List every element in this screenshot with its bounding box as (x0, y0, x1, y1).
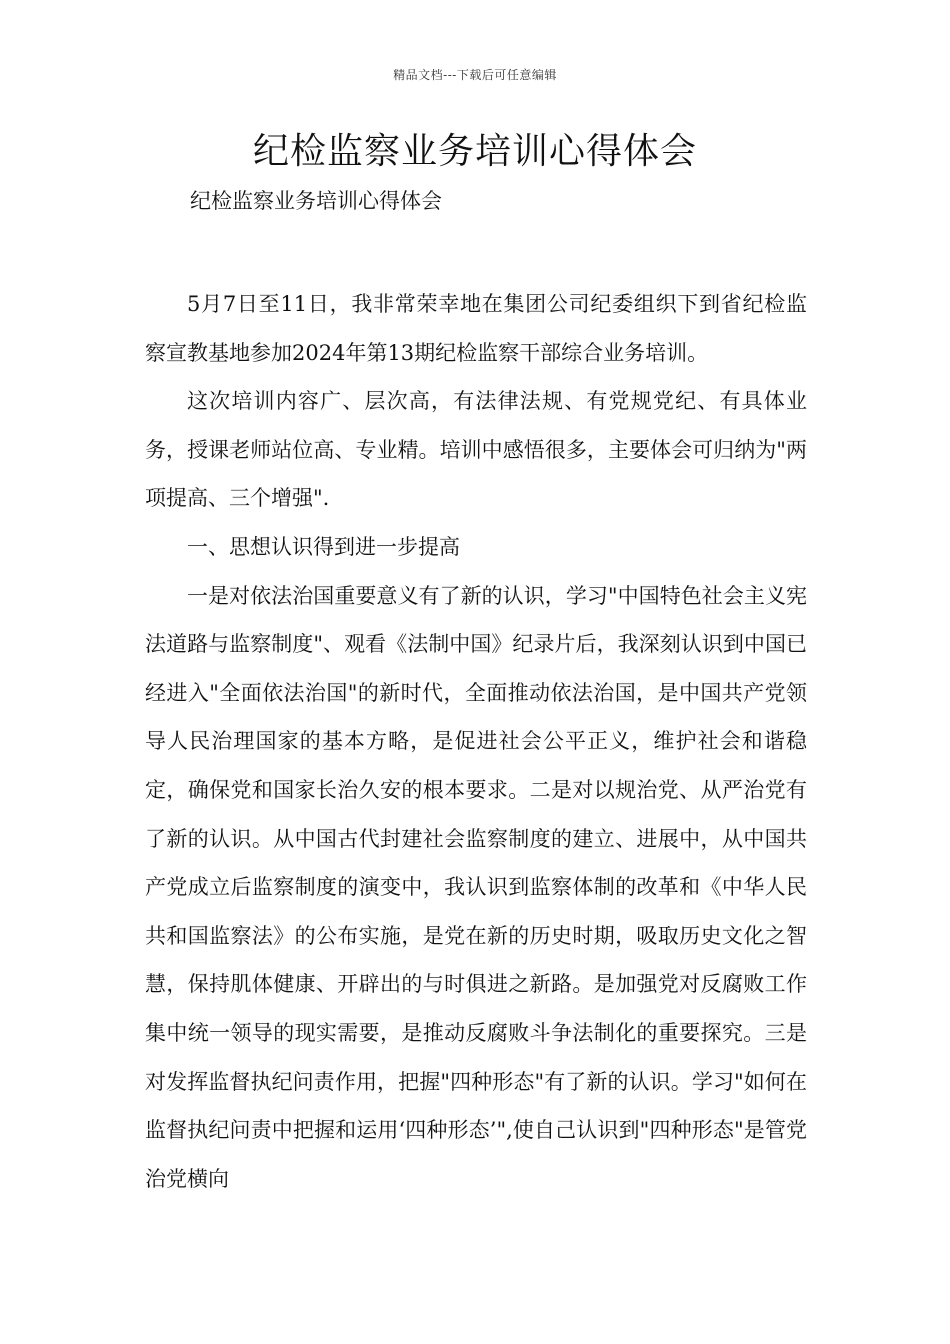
document-body (145, 280, 807, 1203)
header-note: 精品文档---下载后可任意编辑 (393, 68, 557, 82)
document-title: 纪检监察业务培训心得体会 (252, 131, 697, 172)
section-heading: 一、思想认识得到进一步提高 (187, 534, 460, 559)
paragraph: 这次培训内容广、层次高，有法律法规、有党规党纪、有具体业务，授课老师站位高、专业精。培训中感悟很多，主要体会可归纳为"两项提高、三个增强". (145, 389, 807, 511)
paragraph: 5月7日至11日，我非常荣幸地在集团公司纪委组织下到省纪检监察宣教基地参加2024年第13期纪检监察干部综合业务培训。 (145, 292, 807, 365)
document-subtitle: 纪检监察业务培训心得体会 (190, 189, 442, 213)
paragraph: 一是对依法治国重要意义有了新的认识，学习"中国特色社会主义宪法道路与监察制度"、观看《法制中国》纪录片后，我深刻认识到中国已经进入"全面依法治国"的新时代，全面推动依法治国，是中国共产党领导人民治理国家的基本方略，是促进社会公平正义，维护社会和谐稳定，确保党和国家长治久安的根本要求。二是对以规治党、从严治党有了新的认识。从中国古代封建社会监察制度的建立、进展中，从中国共产党成立后监察制度的演变中，我认识到监察体制的改革和《中华人民共和国监察法》的公布实施，是党在新的历史时期，吸取历史文化之智慧，保持肌体健康、开辟出的与时俱进之新路。是加强党对反腐败工作集中统一领导的现实需要，是推动反腐败斗争法制化的重要探究。三是对发挥监督执纪问责作用，把握"四种形态"有了新的认识。学习"如何在监督执纪问责中把握和运用‘四种形态’",使自己认识到"四种形态"是管党治党横向 (145, 583, 807, 1191)
